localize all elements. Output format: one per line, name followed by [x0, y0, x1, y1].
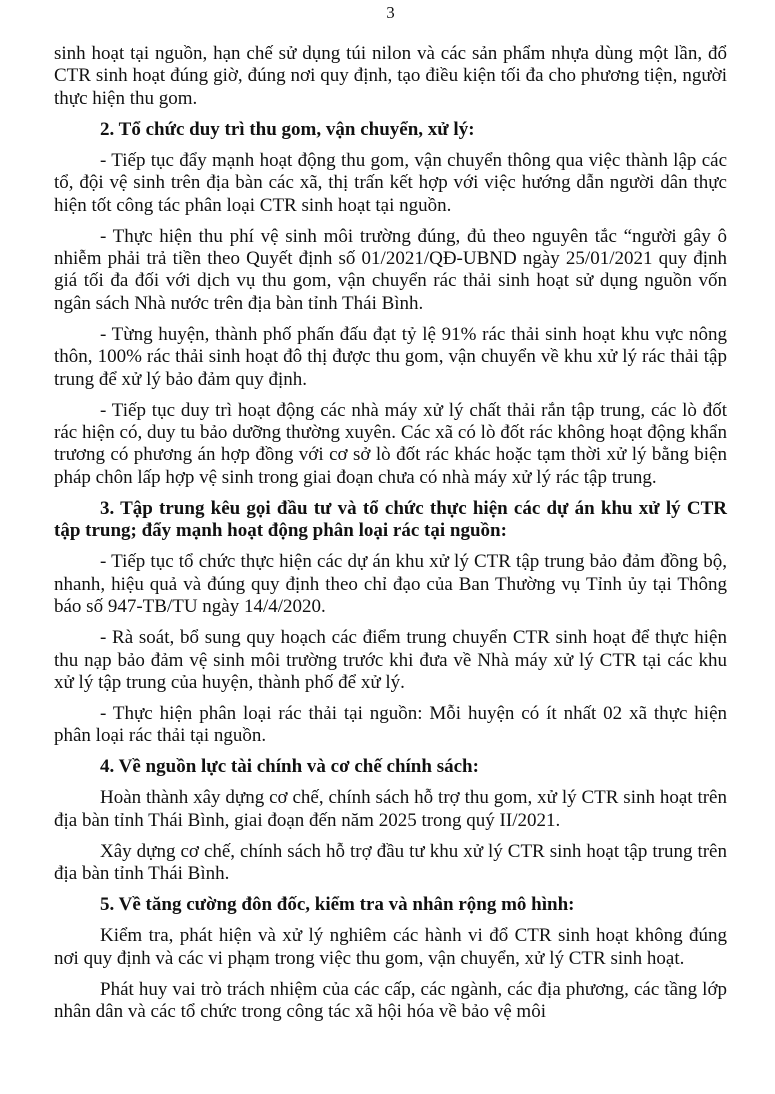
section-heading-5: 5. Về tăng cường đôn đốc, kiểm tra và nhân rộng mô hình:: [100, 894, 575, 916]
paragraph-continuation: sinh hoạt tại nguồn, hạn chế sử dụng túi nilon và các sản phẩm nhựa dùng một lần, đổ CTR sinh hoạt đúng giờ, đúng nơi quy định, tạo điều kiện tối đa cho phương tiện, người thực hiện thu gom.: [54, 43, 727, 109]
paragraph: Hoàn thành xây dựng cơ chế, chính sách hỗ trợ thu gom, xử lý CTR sinh hoạt trên địa bàn tỉnh Thái Bình, giai đoạn đến năm 2025 trong quý II/2021.: [54, 787, 727, 831]
paragraph: - Tiếp tục đẩy mạnh hoạt động thu gom, vận chuyển thông qua việc thành lập các tổ, đội vệ sinh trên địa bàn các xã, thị trấn kết hợp với việc hướng dẫn người dân thực hiện tốt công tác phân loại CTR sinh hoạt tại nguồn.: [54, 149, 727, 216]
page-number: 3: [386, 3, 395, 22]
paragraph: - Rà soát, bổ sung quy hoạch các điểm trung chuyển CTR sinh hoạt để thực hiện thu nạp bảo đảm vệ sinh môi trường trước khi đưa về Nhà máy xử lý CTR tại các khu xử lý tập trung của huyện, thành phố để xử lý.: [54, 627, 727, 693]
paragraph: - Tiếp tục tổ chức thực hiện các dự án khu xử lý CTR tập trung bảo đảm đồng bộ, nhanh, hiệu quả và đúng quy định theo chỉ đạo của Ban Thường vụ Tỉnh ủy tại Thông báo số 947-TB/TU ngày 14/4/2020.: [54, 551, 727, 618]
paragraph: Kiểm tra, phát hiện và xử lý nghiêm các hành vi đổ CTR sinh hoạt không đúng nơi quy định và các vi phạm trong việc thu gom, vận chuyển, xử lý CTR sinh hoạt.: [54, 925, 727, 969]
paragraph: - Tiếp tục duy trì hoạt động các nhà máy xử lý chất thải rắn tập trung, các lò đốt rác hiện có, duy tu bảo dưỡng thường xuyên. Các xã có lò đốt rác không hoạt động khẩn trương có phương án hợp đồng với cơ sở lò đốt rác khác hoặc tạm thời xử lý bằng biện pháp chôn lấp hợp vệ sinh trong giai đoạn chưa có nhà máy xử lý rác tập trung.: [54, 399, 727, 488]
section-heading-3: 3. Tập trung kêu gọi đầu tư và tổ chức thực hiện các dự án khu xử lý CTR tập trung; đẩy mạnh hoạt động phân loại rác tại nguồn:: [54, 497, 727, 542]
paragraph: Phát huy vai trò trách nhiệm của các cấp, các ngành, các địa phương, các tầng lớp nhân dân và các tổ chức trong công tác xã hội hóa về bảo vệ môi: [54, 978, 727, 1022]
paragraph: - Thực hiện phân loại rác thải tại nguồn: Mỗi huyện có ít nhất 02 xã thực hiện phân loại rác thải tại nguồn.: [54, 702, 727, 747]
paragraph: - Thực hiện thu phí vệ sinh môi trường đúng, đủ theo nguyên tắc “người gây ô nhiễm phải trả tiền theo Quyết định số 01/2021/QĐ-UBND ngày 25/01/2021 quy định giá tối đa đối với dịch vụ thu gom, vận chuyển rác thải sinh hoạt sử dụng nguồn vốn ngân sách Nhà nước trên địa bàn tỉnh Thái Bình.: [54, 225, 727, 314]
section-heading-4: 4. Về nguồn lực tài chính và cơ chế chính sách:: [100, 756, 479, 778]
paragraph: Xây dựng cơ chế, chính sách hỗ trợ đầu tư khu xử lý CTR sinh hoạt tập trung trên địa bàn tỉnh Thái Bình.: [54, 840, 727, 885]
paragraph: - Từng huyện, thành phố phấn đấu đạt tỷ lệ 91% rác thải sinh hoạt khu vực nông thôn, 100% rác thải sinh hoạt đô thị được thu gom, vận chuyển về khu xử lý rác thải tập trung để xử lý bảo đảm quy định.: [54, 323, 727, 390]
section-heading-2: 2. Tổ chức duy trì thu gom, vận chuyển, xử lý:: [100, 118, 475, 140]
